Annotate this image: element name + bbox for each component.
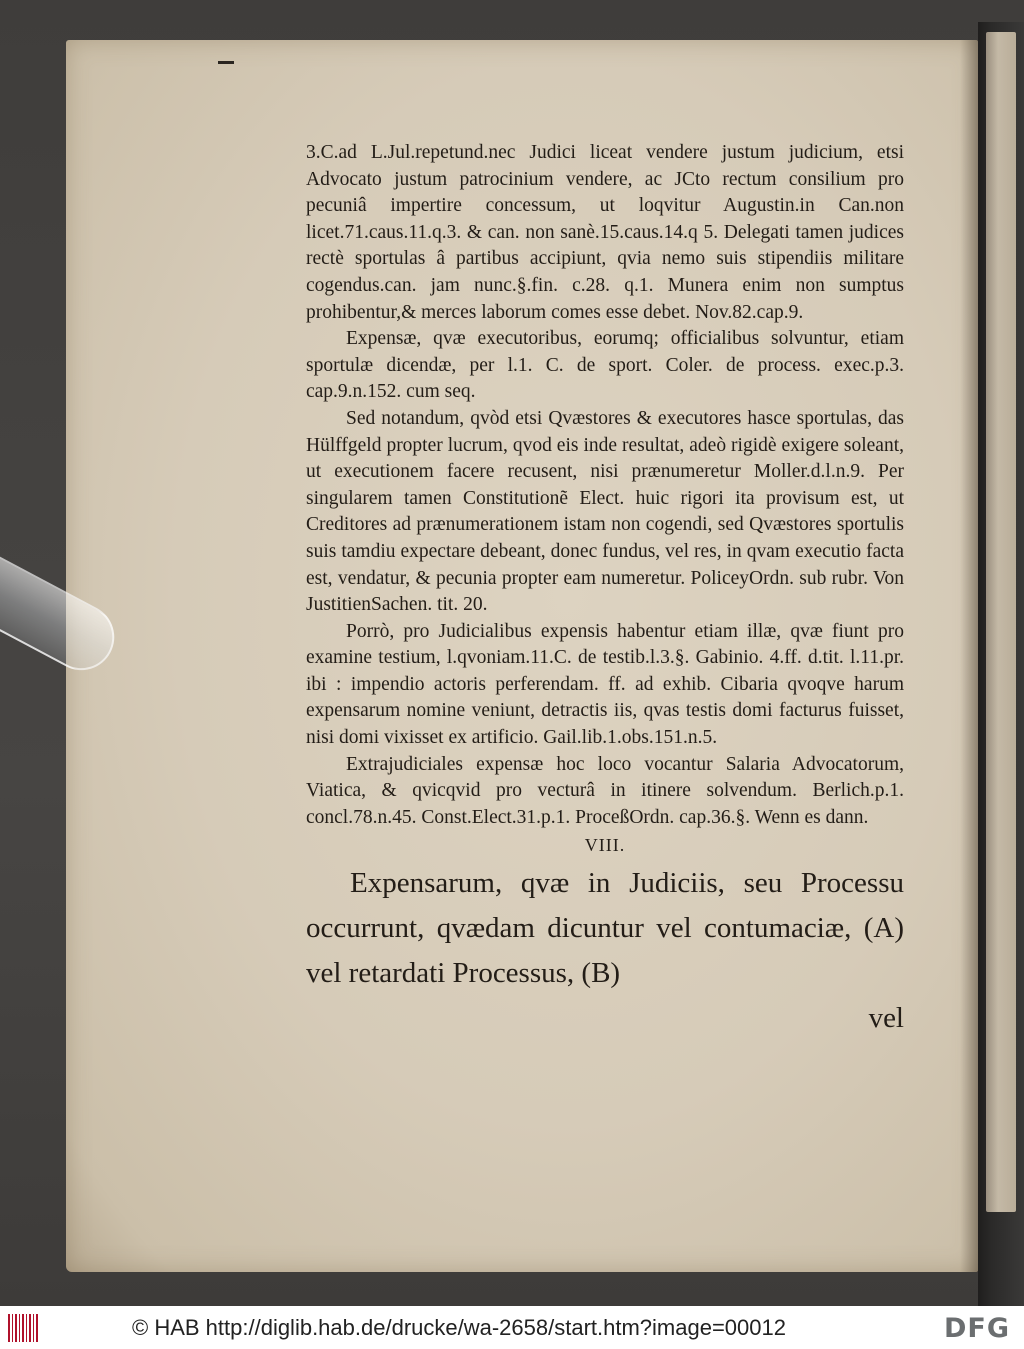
facing-page-paper: [986, 32, 1016, 1212]
section-heading-text: [306, 861, 904, 1041]
ink-mark: [218, 61, 234, 64]
page-gutter-shadow: [960, 40, 978, 1272]
facing-page-edge: [978, 22, 1024, 1306]
catchword: vel: [868, 1002, 904, 1035]
paragraph-5: Extrajudiciales expensæ hoc loco vocantur Salaria Advocatorum, Viatica, & qvicqvid pro vecturâ in itinere solvendum. Berlich.p.1. concl.78.n.45. Const.Elect.31.p.1. ProceßOrdn. cap.36.§. Wenn es dann.: [306, 753, 904, 828]
paragraph-1: 3.C.ad L.Jul.repetund.nec Judici liceat vendere justum judicium, etsi Advocato justum patrocinium vendere, ac JCto rectum consilium pro pecuniâ impertire concessum, ut loqvitur Augustin.in Can.non licet.71.caus.11.q.3. & can. non sanè.15.caus.14.q 5. Delegati tamen judices rectè sportulas â partibus accipiunt, qvia nemo suis stipendiis militare cogendus.can. jam nunc.§.fin. c.28. q.1. Munera enim non sumptus prohibentur,& merces laborum comes esse debet. Nov.82.cap.9.: [306, 142, 904, 323]
footer-bar: [0, 1306, 1024, 1349]
paragraph-4: Porrò, pro Judicialibus expensis habentur etiam illæ, qvæ fiunt pro examine testium, l.qvoniam.11.C. de testib.l.3.§. Gabinio. 4.ff. d.tit. l.11.pr. ibi : impendio actoris perferendam. ff. ad exhib. Cibaria qvoqve harum expensarum nomine veniunt, detractis iis, qvas testis domi facturus fuisset, nisi domi vixisset ex artificio. Gail.lib.1.obs.151.n.5.: [306, 620, 904, 749]
paragraph-3: Sed notandum, qvòd etsi Qvæstores & executores hasce sportulas, das Hülffgeld propter lucrum, qvod eis inde resultat, adeò rigidè exigere soleant, ut executionem facere recusent, nisi prænumeretur Moller.d.l.n.9. Per singularem tamen Constitutionẽ Elect. huic rigori ita provisum est, ut Creditores ad prænumerationem istam non cogendi, sed Qvæstores sportulis suis tamdiu expectare debeant, donec fundus, vel res, in qvam executio facta est, vendatur, & pecunia propter eam numeretur. PoliceyOrdn. sub rubr. Von JustitienSachen. tit. 20.: [306, 407, 904, 616]
dfg-logo: DFG: [943, 1313, 1010, 1344]
section-number: VIII.: [584, 835, 626, 856]
paragraph-2: Expensæ, qvæ executoribus, eorumq; officialibus solvuntur, etiam sportulæ dicendæ, per l.1. C. de sport. Coler. de process. exec.p.3. cap.9.n.152. cum seq.: [306, 328, 904, 403]
hab-logo-icon: [8, 1314, 40, 1342]
section-text: Expensarum, qvæ in Judiciis, seu Processu occurrunt, qvædam dicuntur vel contumaciæ, (A) vel retardati Processus, (B): [306, 867, 904, 990]
copyright-url[interactable]: © HAB http://diglib.hab.de/drucke/wa-2658/start.htm?image=00012: [132, 1315, 786, 1340]
page-text-block: [306, 140, 904, 1041]
